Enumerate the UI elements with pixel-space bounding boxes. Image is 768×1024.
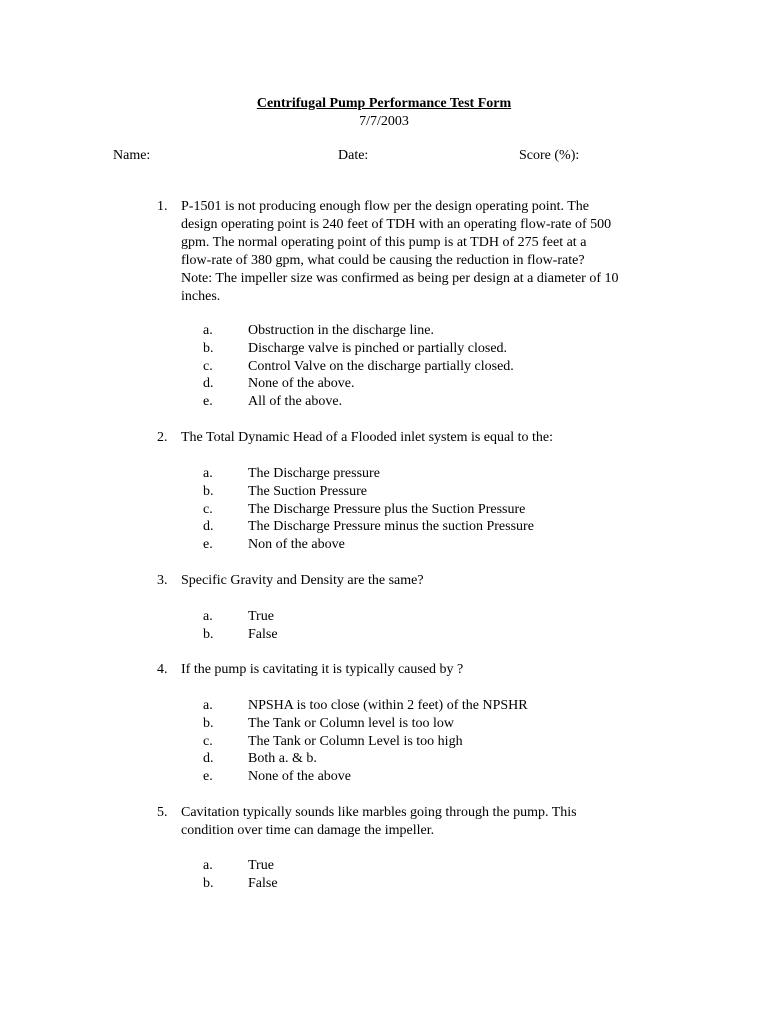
question-text: If the pump is cavitating it is typically caused by ? (181, 662, 464, 677)
option-text: The Tank or Column Level is too high (248, 733, 463, 749)
option-item (203, 375, 673, 393)
question-text: P-1501 is not producing enough flow per the design operating point. The design operating point is 240 feet of TDH with an operating flow-rate of 500 gpm. The normal operating point of this pump is at TDH of 275 feet at a flow-rate of 380 gpm, what could be causing the reduction in flow-rate? Note: The impeller size was confirmed as being per design at a diameter of 10 inches. (181, 199, 619, 304)
option-letter: d. (203, 519, 214, 535)
option-text: False (248, 626, 278, 642)
option-item (203, 536, 673, 554)
option-text: True (248, 609, 274, 624)
option-item (203, 322, 673, 340)
option-letter: a. (203, 858, 213, 873)
option-letter: c. (203, 733, 213, 749)
question-3-options (203, 608, 673, 644)
question-3 (157, 572, 677, 590)
option-letter: b. (203, 626, 214, 642)
option-letter: d. (203, 751, 214, 767)
question-1-options (203, 322, 673, 411)
option-item (203, 875, 673, 893)
option-text: The Tank or Column level is too low (248, 715, 455, 731)
form-title: Centrifugal Pump Performance Test Form (256, 96, 512, 111)
option-item (203, 340, 673, 358)
question-2-options (203, 465, 673, 554)
option-text: The Suction Pressure (248, 483, 367, 499)
option-item (203, 358, 673, 376)
option-letter: b. (203, 340, 214, 356)
option-letter: a. (203, 323, 213, 338)
option-letter: a. (203, 698, 213, 713)
question-number: 1. (157, 199, 168, 214)
option-item (203, 518, 673, 536)
option-letter: a. (203, 466, 213, 481)
option-text: Control Valve on the discharge partially closed. (248, 358, 514, 374)
option-text: The Discharge Pressure plus the Suction Pressure (248, 501, 526, 517)
option-text: True (248, 858, 274, 873)
option-text: The Discharge pressure (248, 466, 380, 481)
date-label: Date: (338, 148, 369, 163)
question-text: Specific Gravity and Density are the same? (181, 573, 424, 588)
question-text: The Total Dynamic Head of a Flooded inlet system is equal to the: (181, 430, 554, 445)
option-item (203, 501, 673, 519)
option-text: The Discharge Pressure minus the suction Pressure (248, 519, 534, 535)
option-text: Non of the above (248, 537, 345, 553)
option-letter: b. (203, 715, 214, 731)
option-text: Both a. & b. (248, 751, 317, 767)
option-item (203, 733, 673, 751)
option-letter: a. (203, 609, 213, 624)
option-letter: d. (203, 376, 214, 392)
option-item (203, 768, 673, 786)
question-number: 3. (157, 573, 168, 588)
form-date: 7/7/2003 (359, 114, 409, 129)
option-text: None of the above. (248, 376, 355, 392)
option-text: NPSHA is too close (within 2 feet) of the NPSHR (248, 698, 528, 713)
option-item (203, 465, 673, 483)
option-item (203, 626, 673, 644)
option-letter: c. (203, 501, 213, 517)
option-text: Obstruction in the discharge line. (248, 323, 434, 338)
question-1 (157, 198, 677, 306)
question-4-options (203, 697, 673, 786)
option-item (203, 608, 673, 626)
option-text: None of the above (248, 769, 352, 785)
option-item (203, 750, 673, 768)
option-letter: b. (203, 483, 214, 499)
option-item (203, 697, 673, 715)
question-5-options (203, 857, 673, 893)
option-item (203, 483, 673, 501)
option-item (203, 715, 673, 733)
question-4 (157, 661, 677, 679)
option-text: Discharge valve is pinched or partially closed. (248, 340, 508, 356)
option-item (203, 393, 673, 411)
option-text: All of the above. (248, 394, 343, 410)
option-letter: e. (203, 769, 213, 785)
question-text: Cavitation typically sounds like marbles going through the pump. This condition over time can damage the impeller. (181, 805, 577, 838)
question-number: 5. (157, 805, 168, 820)
option-letter: e. (203, 394, 213, 410)
question-2 (157, 429, 677, 447)
question-number: 2. (157, 430, 168, 445)
score-label: Score (%): (519, 148, 580, 163)
name-label: Name: (113, 148, 151, 163)
question-5 (157, 804, 677, 840)
option-letter: c. (203, 358, 213, 374)
option-letter: e. (203, 537, 213, 553)
option-item (203, 857, 673, 875)
option-text: False (248, 875, 278, 891)
question-number: 4. (157, 662, 168, 677)
option-letter: b. (203, 875, 214, 891)
